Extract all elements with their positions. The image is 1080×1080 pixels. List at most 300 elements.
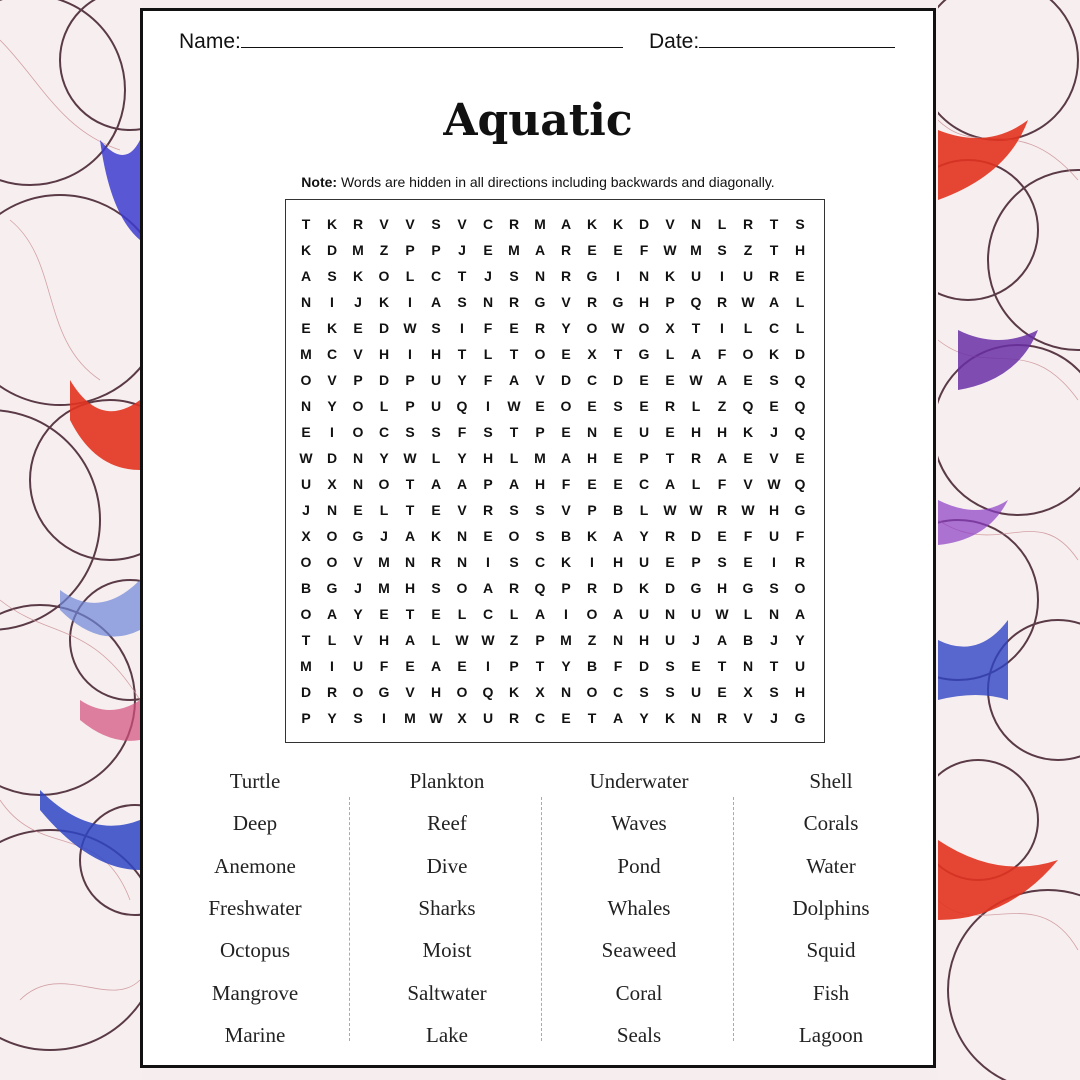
grid-letter: K [664,710,676,726]
grid-letter: R [794,554,806,570]
grid-letter: G [742,580,754,596]
grid-letter: E [457,658,467,674]
grid-letter: H [534,476,546,492]
grid-letter: H [768,502,780,518]
grid-letter: J [484,268,492,284]
grid-letter: C [482,216,494,232]
grid-letter: R [352,216,364,232]
grid-letter: L [691,476,701,492]
word-list-item: Lagoon [798,1022,864,1047]
grid-letter: U [690,268,702,284]
grid-letter: R [586,580,598,596]
grid-letter: L [717,216,727,232]
grid-letter: O [378,476,390,492]
grid-letter: A [482,580,494,596]
grid-letter: P [535,424,545,440]
grid-letter: D [638,216,650,232]
grid-letter: T [717,658,727,674]
grid-letter: K [586,216,598,232]
grid-letter: E [613,476,623,492]
grid-letter: H [378,346,390,362]
grid-letter: R [586,294,598,310]
grid-letter: P [301,710,311,726]
grid-row [286,653,824,679]
grid-letter: N [404,554,416,570]
worksheet [140,8,936,1068]
grid-letter: D [326,450,338,466]
grid-letter: T [509,346,519,362]
grid-letter: F [639,242,649,258]
grid-letter: R [716,502,728,518]
grid-letter: S [795,216,805,232]
grid-letter: P [353,372,363,388]
grid-letter: N [352,450,364,466]
name-field[interactable] [179,29,623,54]
grid-letter: U [664,632,676,648]
grid-letter: E [717,684,727,700]
grid-letter: A [690,346,702,362]
grid-letter: W [663,242,677,258]
grid-letter: P [405,372,415,388]
word-list-item: Corals [803,811,859,836]
grid-letter: F [795,528,805,544]
grid-letter: Q [690,294,702,310]
grid-letter: P [483,476,493,492]
grid-letter: U [794,658,806,674]
grid-letter: Q [534,580,546,596]
grid-letter: A [612,528,624,544]
grid-letter: V [353,346,363,362]
grid-letter: F [483,320,493,336]
grid-letter: H [430,346,442,362]
grid-letter: J [458,242,466,258]
grid-letter: W [611,320,625,336]
grid-letter: W [689,502,703,518]
grid-letter: E [691,658,701,674]
grid-letter: K [742,424,754,440]
grid-letter: E [587,242,597,258]
grid-letter: H [482,450,494,466]
grid-letter: V [743,476,753,492]
word-list-item: Deep [232,811,278,836]
grid-letter: A [560,216,572,232]
grid-letter: Q [794,476,806,492]
grid-letter: B [612,502,624,518]
grid-letter: L [665,346,675,362]
grid-letter: A [612,606,624,622]
grid-letter: K [352,268,364,284]
word-list [143,769,933,1059]
grid-letter: E [613,424,623,440]
grid-letter: S [639,684,649,700]
name-label: Name: [179,30,241,53]
grid-letter: S [535,502,545,518]
grid-letter: N [352,476,364,492]
grid-letter: K [326,216,338,232]
grid-letter: Y [639,528,649,544]
word-search-grid [285,199,825,743]
grid-letter: G [612,294,624,310]
grid-letter: A [300,268,312,284]
grid-letter: E [665,372,675,388]
grid-letter: H [612,554,624,570]
grid-letter: P [639,450,649,466]
grid-letter: T [613,346,623,362]
word-list-item: Seaweed [601,938,677,963]
grid-letter: H [690,424,702,440]
grid-letter: A [404,632,416,648]
word-list-item: Turtle [229,769,281,793]
grid-letter: F [743,528,753,544]
grid-letter: V [405,216,415,232]
worksheet-header [179,29,899,59]
grid-letter: G [794,710,806,726]
grid-letter: W [299,450,313,466]
grid-letter: E [717,528,727,544]
grid-letter: J [692,632,700,648]
grid-letter: A [560,450,572,466]
grid-letter: L [691,398,701,414]
grid-letter: L [509,606,519,622]
grid-letter: W [741,294,755,310]
grid-letter: E [665,554,675,570]
grid-letter: C [326,346,338,362]
grid-letter: F [457,424,467,440]
grid-letter: K [300,242,312,258]
grid-letter: T [405,606,415,622]
grid-letter: S [431,320,441,336]
instructions-note [143,174,933,190]
grid-letter: G [690,580,702,596]
grid-row [286,601,824,627]
grid-letter: T [405,476,415,492]
grid-letter: U [742,268,754,284]
grid-letter: T [691,320,701,336]
grid-letter: R [508,216,520,232]
grid-letter: D [560,372,572,388]
grid-letter: R [716,710,728,726]
grid-row [286,497,824,523]
grid-row [286,523,824,549]
grid-letter: H [794,684,806,700]
grid-letter: D [612,580,624,596]
grid-letter: R [482,502,494,518]
decorative-background-right [938,0,1080,1080]
grid-letter: U [430,372,442,388]
grid-letter: S [353,710,363,726]
grid-letter: O [794,580,806,596]
word-list-item: Moist [422,938,472,963]
grid-letter: N [690,216,702,232]
grid-letter: N [456,528,468,544]
grid-letter: R [716,294,728,310]
grid-letter: E [613,450,623,466]
grid-letter: K [508,684,520,700]
grid-letter: H [638,632,650,648]
grid-letter: H [404,580,416,596]
grid-letter: D [612,372,624,388]
grid-letter: U [690,684,702,700]
date-field[interactable] [649,29,895,54]
grid-letter: F [717,476,727,492]
grid-letter: Q [456,398,468,414]
grid-letter: A [456,476,468,492]
grid-letter: T [457,346,467,362]
grid-letter: E [561,424,571,440]
grid-letter: P [665,294,675,310]
grid-letter: J [770,632,778,648]
grid-letter: T [301,632,311,648]
grid-letter: P [561,580,571,596]
grid-letter: O [352,684,364,700]
grid-letter: I [616,268,620,284]
grid-letter: S [457,294,467,310]
word-list-item: Fish [812,980,850,1005]
grid-row [286,315,824,341]
grid-letter: V [743,710,753,726]
grid-letter: D [690,528,702,544]
grid-letter: E [795,268,805,284]
grid-letter: C [534,710,546,726]
grid-letter: D [638,658,650,674]
grid-letter: M [378,554,390,570]
grid-letter: G [794,502,806,518]
grid-letter: U [690,606,702,622]
grid-letter: C [768,320,780,336]
grid-letter: A [612,710,624,726]
word-list-item: Coral [615,980,663,1005]
grid-letter: A [534,606,546,622]
grid-letter: M [534,450,546,466]
grid-letter: E [639,372,649,388]
grid-letter: S [509,502,519,518]
grid-letter: P [587,502,597,518]
grid-letter: S [769,372,779,388]
grid-letter: I [720,320,724,336]
grid-letter: U [768,528,780,544]
grid-letter: A [716,372,728,388]
grid-letter: Q [482,684,494,700]
grid-letter: W [403,320,417,336]
grid-letter: A [508,476,520,492]
grid-letter: J [354,294,362,310]
grid-letter: F [717,346,727,362]
grid-letter: N [638,268,650,284]
grid-letter: S [665,658,675,674]
grid-letter: K [586,528,598,544]
grid-letter: H [716,580,728,596]
grid-letter: V [353,632,363,648]
note-label: Note: [301,174,338,190]
grid-letter: E [483,528,493,544]
grid-letter: X [587,346,597,362]
grid-letter: T [769,216,779,232]
grid-letter: Z [587,632,597,648]
grid-letter: Y [561,658,571,674]
grid-letter: T [509,424,519,440]
note-text: Words are hidden in all directions including backwards and diagonally. [337,174,775,190]
grid-letter: L [431,632,441,648]
grid-row [286,445,824,471]
grid-letter: L [431,450,441,466]
grid-letter: N [456,554,468,570]
word-list-item: Sharks [418,895,476,920]
grid-letter: G [534,294,546,310]
grid-letter: M [404,710,416,726]
word-list-item: Lake [426,1022,468,1047]
grid-letter: S [431,580,441,596]
grid-letter: R [508,580,520,596]
grid-letter: V [769,450,779,466]
grid-row [286,367,824,393]
grid-letter: I [772,554,776,570]
grid-letter: V [561,502,571,518]
grid-letter: W [455,632,469,648]
grid-letter: S [483,424,493,440]
grid-letter: I [486,554,490,570]
grid-letter: V [665,216,675,232]
grid-letter: O [456,684,468,700]
date-line[interactable] [699,29,895,48]
grid-letter: I [330,294,334,310]
decorative-background-left [0,0,142,1080]
grid-letter: E [509,320,519,336]
grid-letter: B [742,632,754,648]
grid-letter: U [430,398,442,414]
grid-letter: E [561,346,571,362]
name-line[interactable] [241,29,623,48]
grid-letter: L [639,502,649,518]
grid-letter: N [742,658,754,674]
grid-letter: W [767,476,781,492]
grid-letter: V [535,372,545,388]
grid-letter: N [612,632,624,648]
grid-letter: X [535,684,545,700]
grid-letter: C [534,554,546,570]
grid-letter: L [509,450,519,466]
grid-letter: Y [379,450,389,466]
grid-letter: R [768,268,780,284]
grid-letter: V [405,684,415,700]
grid-letter: N [560,684,572,700]
grid-letter: M [300,658,312,674]
grid-letter: V [327,372,337,388]
grid-letter: F [379,658,389,674]
grid-letter: S [535,528,545,544]
grid-letter: H [378,632,390,648]
grid-letter: X [327,476,337,492]
grid-letter: E [743,450,753,466]
grid-letter: S [769,580,779,596]
grid-letter: O [456,580,468,596]
grid-letter: D [378,320,390,336]
grid-letter: V [379,216,389,232]
grid-letter: H [430,684,442,700]
grid-letter: D [378,372,390,388]
grid-letter: P [405,398,415,414]
page-title: Aquatic [443,95,633,146]
grid-letter: O [742,346,754,362]
grid-letter: X [665,320,675,336]
grid-letter: N [534,268,546,284]
grid-letter: P [691,554,701,570]
grid-letter: S [431,216,441,232]
grid-letter: R [560,268,572,284]
grid-letter: T [665,450,675,466]
grid-letter: I [330,424,334,440]
grid-letter: M [690,242,702,258]
grid-letter: S [327,268,337,284]
grid-letter: Z [509,632,519,648]
grid-row [286,289,824,315]
grid-letter: E [613,242,623,258]
grid-letter: K [378,294,390,310]
grid-letter: M [300,346,312,362]
word-list-item: Saltwater [407,980,487,1005]
grid-row [286,419,824,445]
grid-letter: D [300,684,312,700]
grid-letter: L [743,320,753,336]
grid-letter: Y [457,450,467,466]
word-list-item: Dolphins [792,895,870,920]
word-list-item: Seals [616,1022,662,1047]
grid-letter: Y [561,320,571,336]
grid-row [286,705,824,731]
grid-letter: E [483,242,493,258]
grid-letter: O [352,424,364,440]
grid-letter: F [613,658,623,674]
grid-letter: L [483,346,493,362]
grid-letter: Q [794,398,806,414]
grid-letter: O [300,606,312,622]
grid-letter: J [380,528,388,544]
grid-letter: F [561,476,571,492]
word-list-item: Anemone [214,853,296,878]
grid-letter: P [509,658,519,674]
grid-letter: N [482,294,494,310]
grid-letter: U [352,658,364,674]
grid-letter: E [561,710,571,726]
word-list-item: Pond [617,853,661,878]
grid-letter: A [430,294,442,310]
word-list-item: Freshwater [208,895,302,920]
grid-row [286,679,824,705]
grid-letter: W [741,502,755,518]
grid-letter: Q [794,372,806,388]
grid-letter: A [534,242,546,258]
grid-letter: E [743,372,753,388]
grid-letter: O [326,554,338,570]
grid-letter: E [405,658,415,674]
word-list-item: Reef [427,811,467,836]
grid-letter: N [300,294,312,310]
grid-letter: T [457,268,467,284]
grid-letter: I [486,398,490,414]
grid-letter: S [717,242,727,258]
grid-letter: T [769,658,779,674]
grid-letter: L [795,320,805,336]
grid-letter: V [457,502,467,518]
grid-letter: D [326,242,338,258]
word-list-item: Octopus [220,938,290,963]
grid-letter: C [430,268,442,284]
grid-letter: C [612,684,624,700]
grid-letter: C [586,372,598,388]
grid-row [286,393,824,419]
grid-letter: E [795,450,805,466]
grid-letter: A [430,658,442,674]
grid-letter: S [405,424,415,440]
